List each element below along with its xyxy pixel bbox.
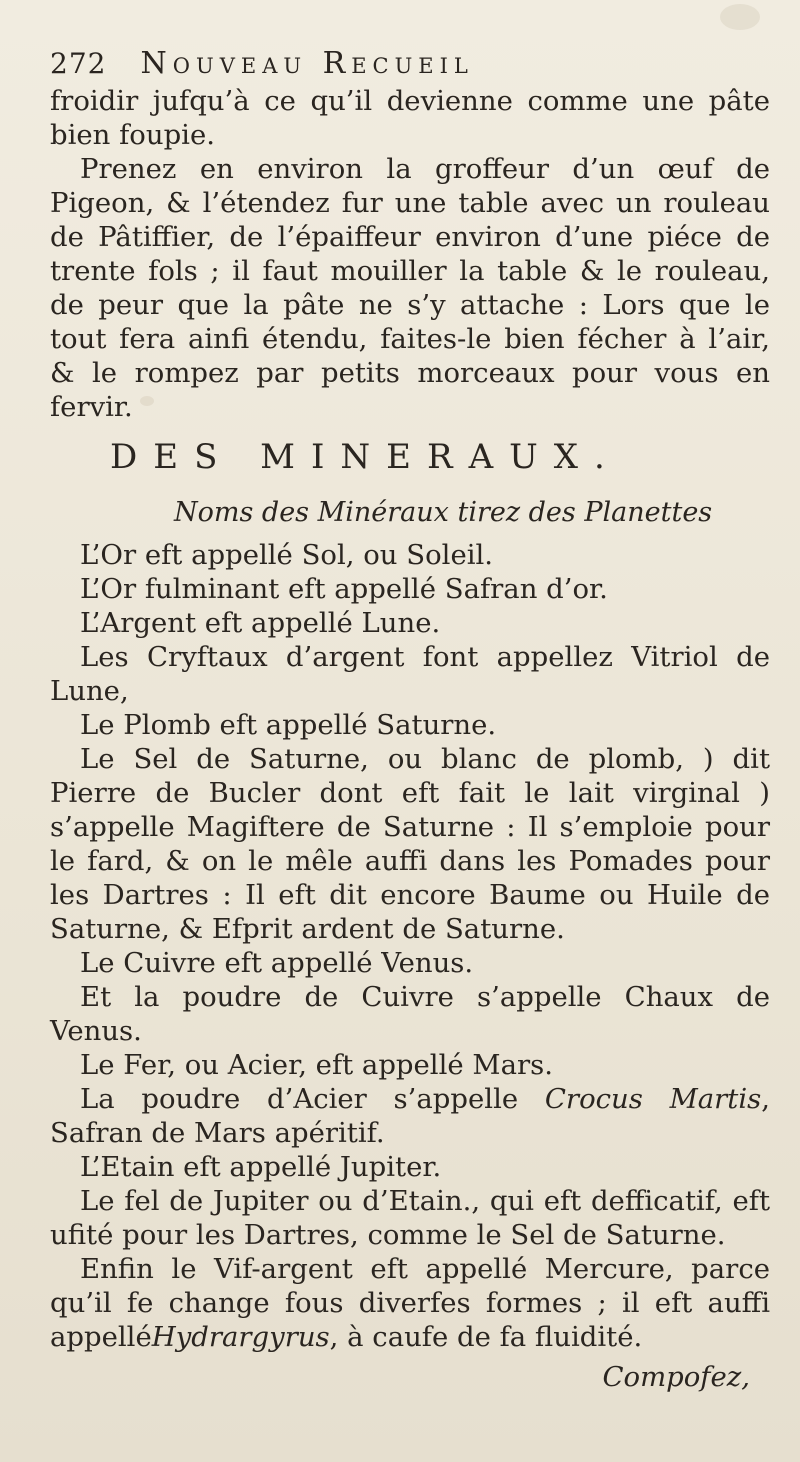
entry-text: Enfin le Vif-argent eft appellé Mercure, parce qu’il fe change fous diverfes formes ; il eft auffi appellé (50, 1253, 770, 1353)
entry-text: , Safran de Mars apéritif. (50, 1083, 770, 1149)
entry-latin-term: Hydrargyrus (151, 1321, 330, 1353)
entry (50, 1082, 770, 1150)
running-header (50, 46, 770, 82)
entry: L’Or eft appellé Sol, ou Soleil. (80, 539, 494, 571)
page-number: 272 (50, 47, 107, 80)
entry: L’Argent eft appellé Lune. (80, 607, 441, 639)
paper-stain (720, 4, 760, 30)
entry: L’Or fulminant eft appellé Safran d’or. (80, 573, 608, 605)
entry: L’Etain eft appellé Jupiter. (80, 1151, 442, 1183)
page-text (50, 84, 770, 1394)
entry-text: La poudre d’Acier s’appelle (80, 1083, 545, 1115)
catchword: Compofez, (602, 1361, 750, 1393)
entry-text: , à caufe de fa fluidité. (329, 1321, 643, 1353)
paragraph: froidir jufqu’à ce qu’il devienne comme une pâte bien foupie. (50, 85, 770, 151)
entry: Le Plomb eft appellé Saturne. (80, 709, 497, 741)
entry: Le Sel de Saturne, ou blanc de plomb, ) dit Pierre de Bucler dont eft fait le lait virginal ) s’appelle Magiftere de Saturne : Il s’emploie pour le fard, & on le mêle auffi dans les Pomades pour les Dartres : Il eft dit encore Baume ou Huile de Saturne, & Efprit ardent de Saturne. (50, 743, 770, 945)
paragraph: Prenez en environ la groffeur d’un œuf de Pigeon, & l’étendez fur une table avec un rouleau de Pâtiffier, de l’épaiffeur environ d’une piéce de trente fols ; il faut mouiller la table & le rouleau, de peur que la pâte ne s’y attache : Lors que le tout fera ainfi étendu, faites-le bien fécher à l’air, & le rompez par petits morceaux pour vous en fervir. (50, 153, 770, 423)
entry-latin-term: Crocus Martis (544, 1083, 762, 1115)
running-title: Nouveau Recueil (140, 46, 474, 81)
entry (50, 1252, 770, 1354)
entry: Les Cryftaux d’argent font appellez Vitriol de Lune, (50, 641, 770, 707)
entry: Le fel de Jupiter ou d’Etain., qui eft defficatif, eft ufité pour les Dartres, comme le Sel de Saturne. (50, 1185, 770, 1251)
entry: Et la poudre de Cuivre s’appelle Chaux de Venus. (50, 981, 770, 1047)
section-subtitle: Noms des Minéraux tirez des Planettes (174, 497, 713, 528)
entry: Le Cuivre eft appellé Venus. (80, 947, 474, 979)
section-title: DES MINERAUX. (110, 437, 621, 477)
entry: Le Fer, ou Acier, eft appellé Mars. (80, 1049, 553, 1081)
